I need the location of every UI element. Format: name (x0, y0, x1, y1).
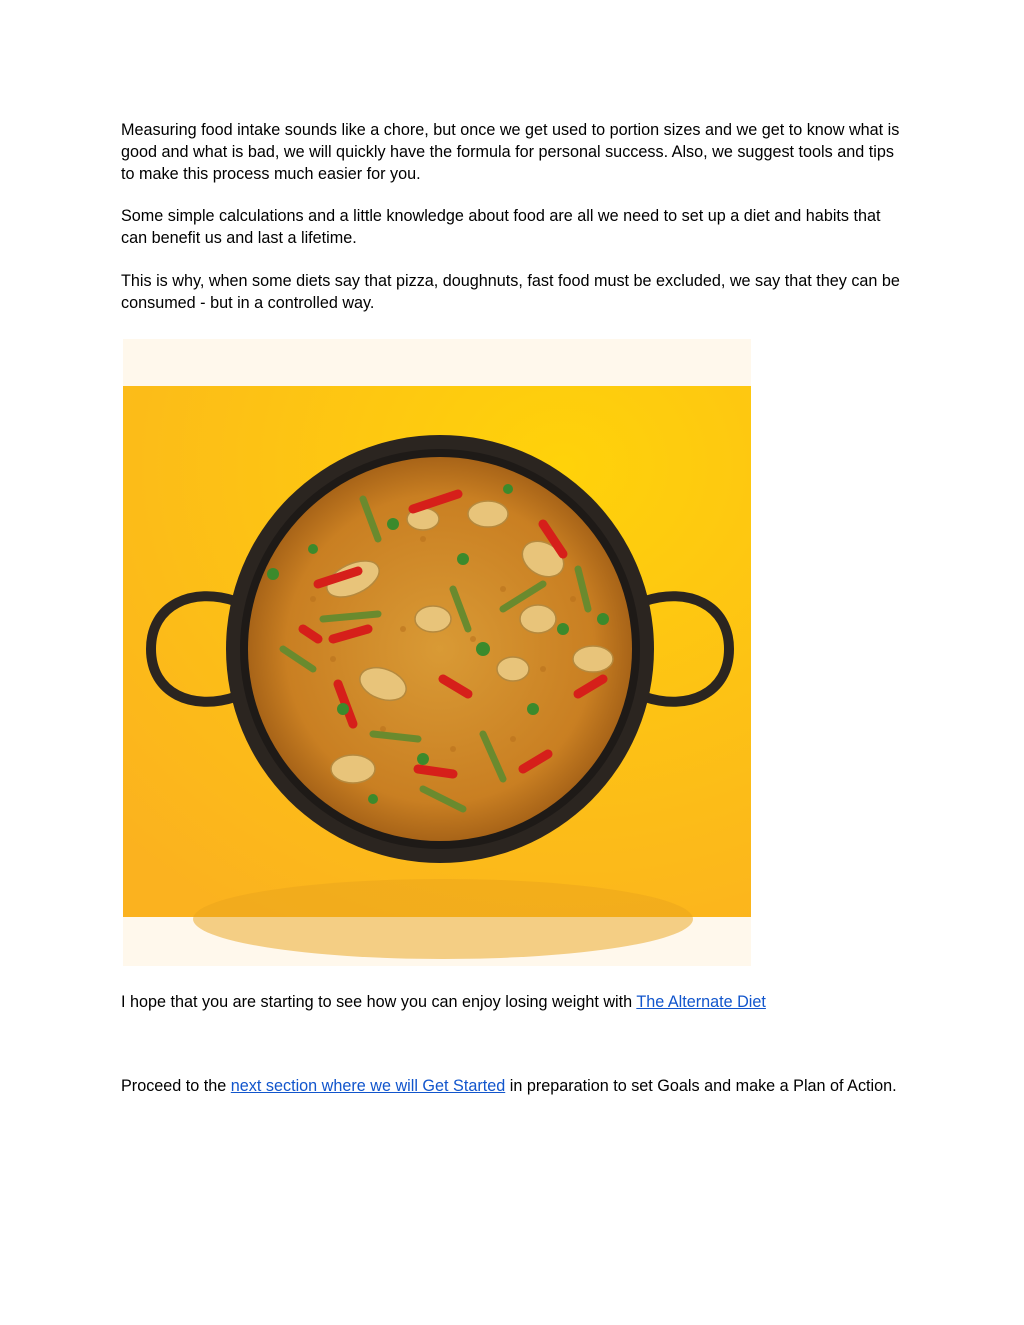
get-started-link[interactable]: next section where we will Get Started (230, 1077, 506, 1095)
calculations-paragraph: Some simple calculations and a little knowledge about food are all we need to set up a diet and habits that can benefit us and last a lifetime. (121, 207, 881, 247)
hope-text: I hope that you are starting to see how you can enjoy losing weight with (121, 993, 637, 1011)
hope-paragraph (121, 991, 911, 1013)
paella-photo (123, 339, 751, 966)
proceed-text-after: in preparation to set Goals and make a Plan of Action. (505, 1077, 897, 1095)
proceed-paragraph (121, 1075, 911, 1097)
alternate-diet-link[interactable]: The Alternate Diet (636, 993, 766, 1011)
intro-paragraph: Measuring food intake sounds like a chore, but once we get used to portion sizes and we get to know what is good and what is bad, we will quickly have the formula for personal success. Also, we suggest tools and tips to make this process much easier for you. (121, 121, 900, 183)
rice (248, 457, 632, 841)
controlled-way-paragraph: This is why, when some diets say that pizza, doughnuts, fast food must be excluded, we say that they can be consumed - but in a controlled way. (121, 272, 900, 312)
paella-illustration (123, 339, 751, 966)
proceed-text-before: Proceed to the (121, 1077, 231, 1095)
